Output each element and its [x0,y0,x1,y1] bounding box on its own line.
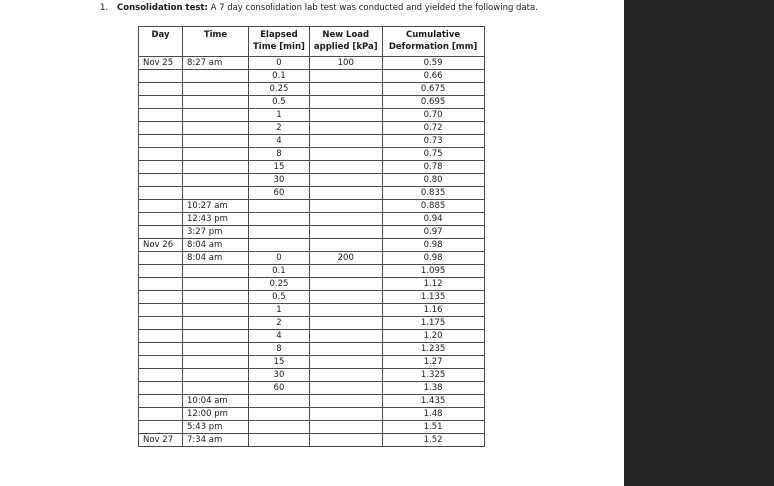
cell-deformation: 0.885 [382,200,484,213]
cell-elapsed: 15 [249,356,310,369]
cell-elapsed [249,408,310,421]
cell-deformation: 1.435 [382,395,484,408]
cell-load [309,187,382,200]
cell-load [309,356,382,369]
cell-elapsed: 4 [249,330,310,343]
cell-load [309,122,382,135]
table-row [139,408,485,421]
cell-day [139,356,183,369]
cell-day [139,265,183,278]
cell-time [183,382,249,395]
table-row [139,187,485,200]
cell-deformation: 1.325 [382,369,484,382]
cell-time [183,291,249,304]
cell-elapsed [249,434,310,447]
cell-load [309,408,382,421]
cell-day [139,382,183,395]
cell-day [139,369,183,382]
cell-load [309,434,382,447]
table-row [139,239,485,252]
cell-deformation: 0.835 [382,187,484,200]
cell-day [139,330,183,343]
cell-load [309,213,382,226]
cell-time: 10:27 am [183,200,249,213]
cell-deformation: 0.70 [382,109,484,122]
dark-side-panel [624,0,774,486]
cell-load [309,83,382,96]
header-elapsed [249,27,310,57]
table-row [139,57,485,70]
cell-time [183,161,249,174]
table-row [139,434,485,447]
cell-day [139,408,183,421]
cell-time [183,70,249,83]
header-deformation [382,27,484,57]
table-row [139,395,485,408]
cell-deformation: 0.98 [382,239,484,252]
cell-deformation: 0.75 [382,148,484,161]
cell-elapsed: 8 [249,343,310,356]
cell-elapsed: 2 [249,317,310,330]
header-day: Day [139,27,183,57]
table-body [139,57,485,447]
cell-load [309,265,382,278]
cell-elapsed: 0.5 [249,96,310,109]
cell-day [139,395,183,408]
table-row [139,291,485,304]
table-row [139,213,485,226]
cell-elapsed: 4 [249,135,310,148]
cell-time [183,369,249,382]
cell-day: Nov 25 [139,57,183,70]
table-row [139,135,485,148]
cell-time [183,187,249,200]
cell-deformation: 1.48 [382,408,484,421]
cell-elapsed [249,239,310,252]
cell-deformation: 0.98 [382,252,484,265]
table-row [139,278,485,291]
cell-deformation: 1.51 [382,421,484,434]
cell-deformation: 0.80 [382,174,484,187]
cell-time: 8:04 am [183,239,249,252]
cell-deformation: 1.27 [382,356,484,369]
cell-load [309,109,382,122]
cell-elapsed [249,200,310,213]
cell-load [309,174,382,187]
table-row [139,421,485,434]
cell-elapsed: 30 [249,369,310,382]
cell-elapsed: 0.1 [249,70,310,83]
question-line [100,2,538,14]
table-row [139,226,485,239]
cell-day [139,252,183,265]
question-number: 1. [100,3,109,13]
cell-load: 100 [309,57,382,70]
cell-elapsed: 0.1 [249,265,310,278]
cell-day [139,83,183,96]
cell-load [309,343,382,356]
cell-day [139,135,183,148]
cell-day [139,291,183,304]
header-elapsed-line1: Elapsed [260,30,298,40]
cell-deformation: 0.78 [382,161,484,174]
cell-day [139,161,183,174]
cell-day [139,317,183,330]
cell-deformation: 0.675 [382,83,484,96]
cell-load [309,239,382,252]
cell-deformation: 1.135 [382,291,484,304]
cell-elapsed: 1 [249,304,310,317]
cell-day [139,148,183,161]
cell-elapsed [249,226,310,239]
cell-deformation: 1.52 [382,434,484,447]
table-row [139,109,485,122]
cell-load [309,96,382,109]
cell-load [309,161,382,174]
cell-day [139,421,183,434]
header-load-line2: applied [kPa] [313,42,378,52]
cell-time: 8:04 am [183,252,249,265]
cell-load [309,330,382,343]
cell-elapsed: 0 [249,252,310,265]
cell-elapsed: 0 [249,57,310,70]
cell-deformation: 1.235 [382,343,484,356]
cell-load [309,291,382,304]
table-row [139,252,485,265]
cell-time: 12:43 pm [183,213,249,226]
cell-time [183,135,249,148]
cell-deformation: 0.695 [382,96,484,109]
cell-time [183,330,249,343]
cell-deformation: 0.66 [382,70,484,83]
cell-elapsed [249,395,310,408]
table-row [139,369,485,382]
cell-elapsed: 30 [249,174,310,187]
table-row [139,122,485,135]
cell-time: 3:27 pm [183,226,249,239]
cell-load [309,200,382,213]
cell-load [309,148,382,161]
table-row [139,265,485,278]
cell-load [309,135,382,148]
cell-load [309,382,382,395]
question-lead: Consolidation test: [117,3,208,13]
table-row [139,83,485,96]
cell-elapsed: 0.25 [249,83,310,96]
cell-time [183,343,249,356]
cell-load [309,304,382,317]
header-elapsed-line2: Time [min] [253,42,305,52]
cell-deformation: 1.38 [382,382,484,395]
cell-time: 12:00 pm [183,408,249,421]
cell-elapsed: 60 [249,187,310,200]
cell-day [139,200,183,213]
cell-load [309,369,382,382]
cell-time [183,148,249,161]
cell-day: Nov 26 [139,239,183,252]
cell-day [139,70,183,83]
cell-time [183,174,249,187]
cell-time [183,83,249,96]
cell-day [139,187,183,200]
cell-time [183,304,249,317]
cell-time [183,122,249,135]
cell-deformation: 0.97 [382,226,484,239]
cell-elapsed [249,213,310,226]
header-row [139,27,485,57]
table-row [139,96,485,109]
cell-time [183,278,249,291]
cell-day [139,213,183,226]
cell-elapsed: 8 [249,148,310,161]
cell-elapsed: 0.5 [249,291,310,304]
cell-time: 8:27 am [183,57,249,70]
cell-elapsed: 0.25 [249,278,310,291]
table-row [139,200,485,213]
header-time: Time [183,27,249,57]
cell-deformation: 0.94 [382,213,484,226]
cell-day [139,174,183,187]
cell-time [183,96,249,109]
table-row [139,161,485,174]
cell-day [139,343,183,356]
cell-elapsed: 1 [249,109,310,122]
cell-deformation: 0.73 [382,135,484,148]
cell-time: 5:43 pm [183,421,249,434]
cell-day: Nov 27 [139,434,183,447]
header-def-line2: Deformation [mm] [388,42,478,52]
cell-day [139,278,183,291]
table-row [139,70,485,83]
header-load [309,27,382,57]
table-row [139,356,485,369]
cell-load: 200 [309,252,382,265]
table-row [139,382,485,395]
cell-time: 7:34 am [183,434,249,447]
cell-time [183,356,249,369]
cell-day [139,96,183,109]
cell-deformation: 1.20 [382,330,484,343]
cell-load [309,70,382,83]
cell-elapsed: 15 [249,161,310,174]
header-def-line1: Cumulative [406,30,461,40]
cell-day [139,122,183,135]
cell-load [309,317,382,330]
header-load-line1: New Load [322,30,370,40]
cell-time [183,109,249,122]
question-text: A 7 day consolidation lab test was conducted and yielded the following data. [210,3,538,13]
cell-time: 10:04 am [183,395,249,408]
table-row [139,330,485,343]
cell-load [309,421,382,434]
cell-load [309,278,382,291]
cell-time [183,265,249,278]
cell-day [139,109,183,122]
cell-day [139,226,183,239]
table-row [139,304,485,317]
cell-elapsed [249,421,310,434]
cell-deformation: 0.59 [382,57,484,70]
cell-day [139,304,183,317]
cell-deformation: 1.12 [382,278,484,291]
cell-elapsed: 2 [249,122,310,135]
cell-deformation: 0.72 [382,122,484,135]
table-row [139,174,485,187]
cell-deformation: 1.16 [382,304,484,317]
consolidation-data-table [138,26,485,447]
cell-time [183,317,249,330]
table-row [139,317,485,330]
cell-load [309,395,382,408]
cell-deformation: 1.175 [382,317,484,330]
cell-load [309,226,382,239]
cell-deformation: 1.095 [382,265,484,278]
table-row [139,343,485,356]
table-row [139,148,485,161]
cell-elapsed: 60 [249,382,310,395]
